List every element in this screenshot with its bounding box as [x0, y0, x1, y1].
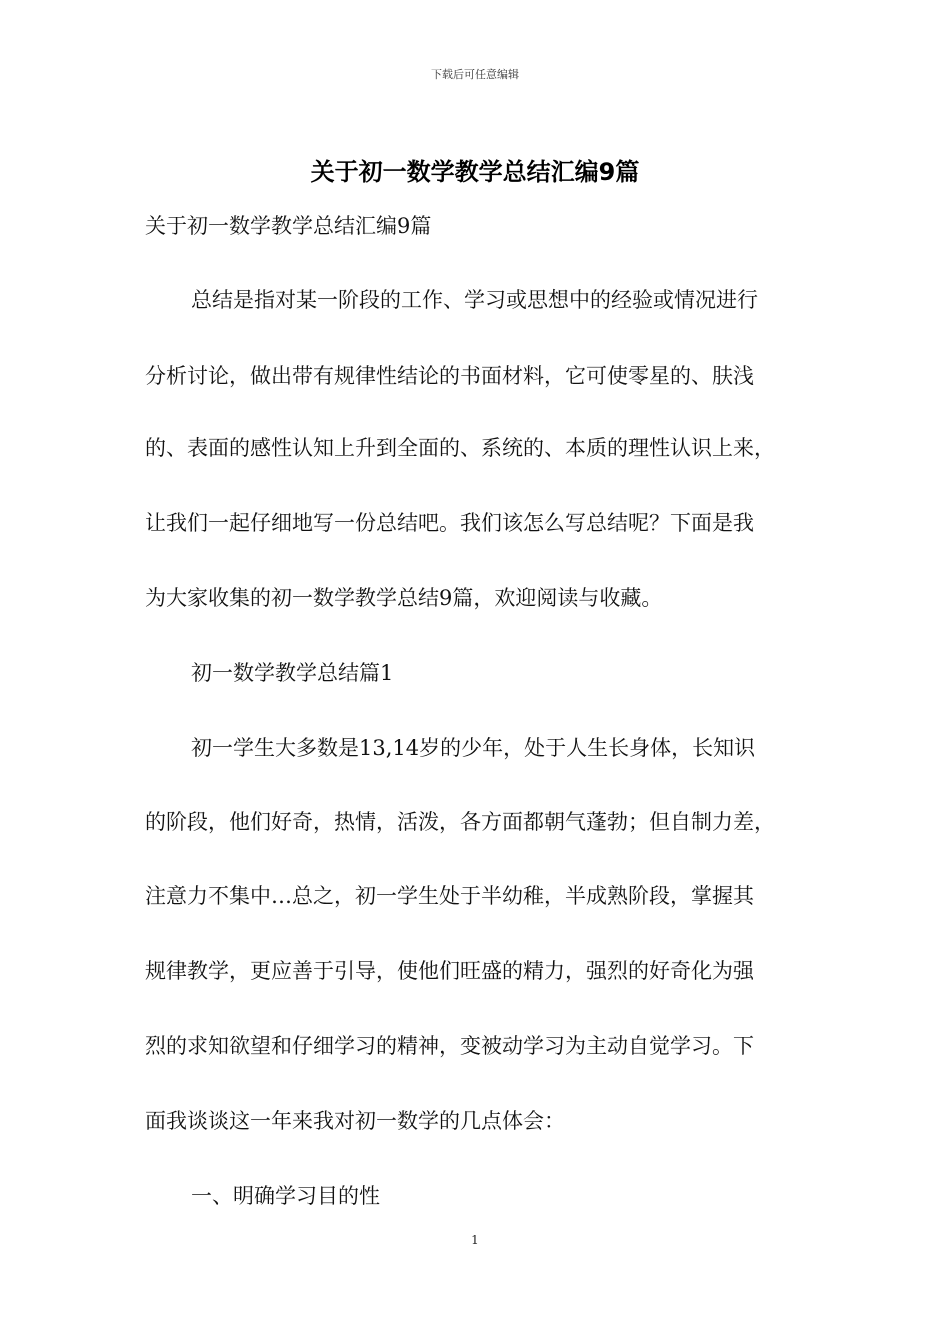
paragraph-line: 初一学生大多数是13,14岁的少年，处于人生长身体，长知识 [191, 736, 756, 760]
paragraph-line: 总结是指对某一阶段的工作、学习或思想中的经验或情况进行 [191, 288, 758, 312]
subsection-heading: 一、明确学习目的性 [191, 1184, 380, 1208]
paragraph-line: 让我们一起仔细地写一份总结吧。我们该怎么写总结呢？下面是我 [145, 511, 754, 535]
section-heading: 初一数学教学总结篇1 [191, 661, 394, 685]
paragraph-line: 分析讨论，做出带有规律性结论的书面材料，它可使零星的、肤浅 [145, 364, 754, 388]
paragraph-line: 烈的求知欲望和仔细学习的精神，变被动学习为主动自觉学习。下 [145, 1034, 754, 1058]
page-number: 1 [471, 1233, 479, 1247]
paragraph-line: 面我谈谈这一年来我对初一数学的几点体会： [145, 1109, 565, 1133]
subtitle-line: 关于初一数学教学总结汇编9篇 [145, 214, 432, 238]
paragraph-line: 为大家收集的初一数学教学总结9篇，欢迎阅读与收藏。 [145, 586, 663, 610]
paragraph-line: 规律教学，更应善于引导，使他们旺盛的精力，强烈的好奇化为强 [145, 959, 754, 983]
header-note: 下载后可任意编辑 [431, 68, 519, 81]
document-title: 关于初一数学教学总结汇编9篇 [310, 158, 640, 186]
paragraph-line: 注意力不集中…总之，初一学生处于半幼稚，半成熟阶段，掌握其 [145, 884, 754, 908]
paragraph-line: 的、表面的感性认知上升到全面的、系统的、本质的理性认识上来， [145, 436, 775, 460]
paragraph-line: 的阶段，他们好奇，热情，活泼，各方面都朝气蓬勃；但自制力差， [145, 810, 775, 834]
